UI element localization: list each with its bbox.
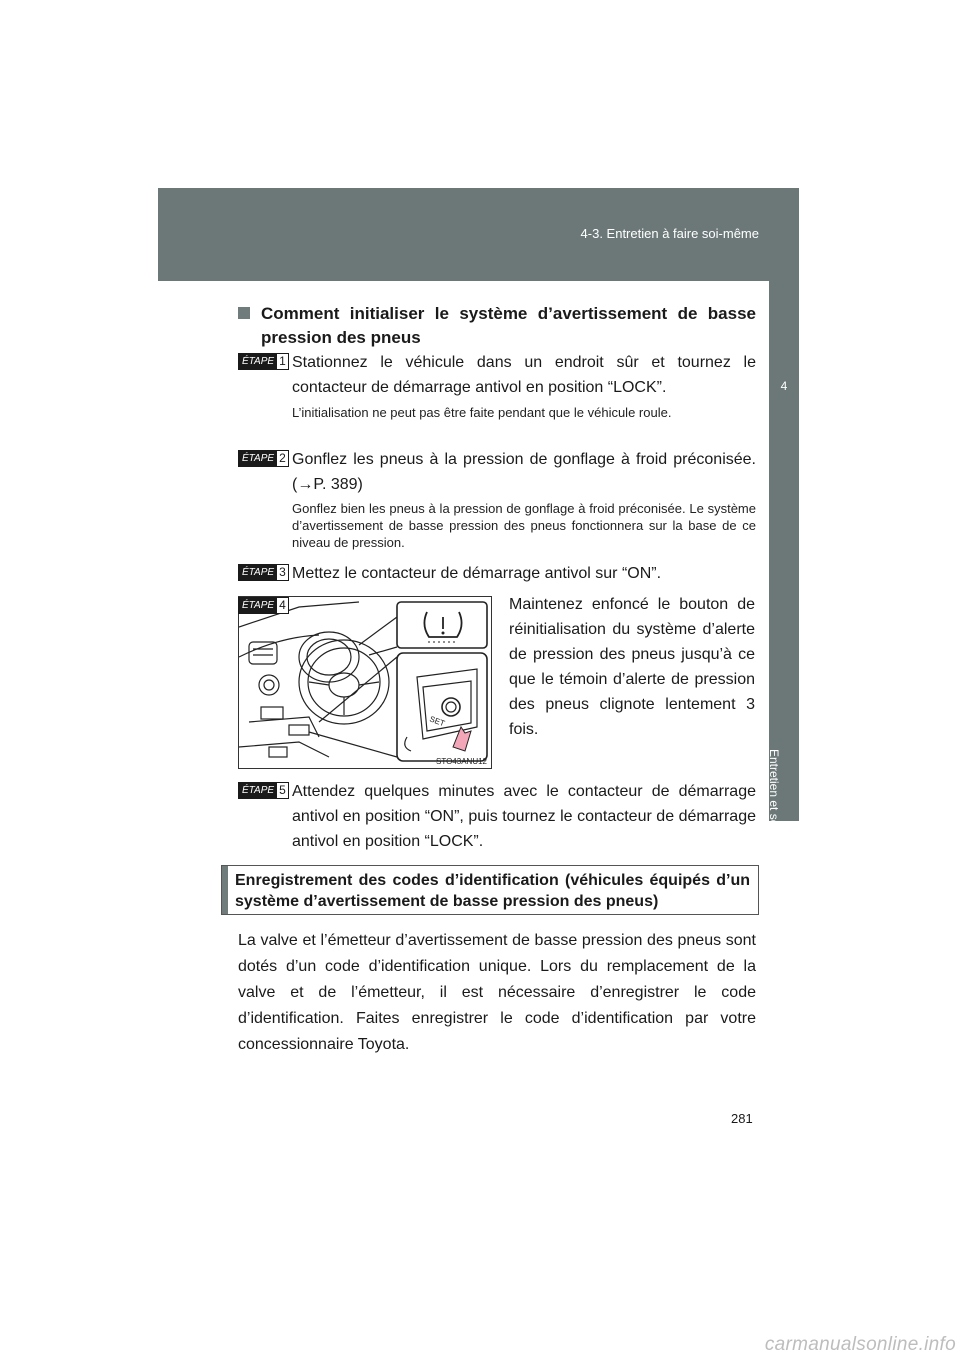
step-number: 1 — [279, 354, 286, 368]
step-3-text: Mettez le contacteur de démarrage antivol sur “ON”. — [292, 565, 662, 582]
step-badge-1 — [238, 353, 289, 370]
page-number: 281 — [731, 1111, 753, 1126]
chapter-tab — [767, 281, 799, 836]
step-2-text: Gonflez les pneus à la pression de gonflage à froid préconisée. (→P. 389) — [292, 451, 756, 493]
info-box — [221, 865, 759, 915]
body-paragraph: La valve et l’émetteur d’avertissement de basse pression des pneus sont dotés d’un code d’identification unique. Lors du remplacement de la valve et de l’émetteur, il est nécessaire d’enregistrer le code d’identification. Faites enregistrer le code d’identification par votre concessionnaire Toyota. — [238, 932, 756, 1053]
step-number: 3 — [279, 565, 286, 579]
watermark: carmanualsonline.info — [764, 1334, 956, 1355]
step-number: 4 — [279, 598, 286, 612]
chapter-number: 4 — [780, 379, 788, 393]
section-heading-text: Comment initialiser le système d’avertissement de basse pression des pneus — [261, 304, 756, 347]
step-number: 5 — [279, 783, 286, 797]
step-1-text: Stationnez le véhicule dans un endroit sûr et tournez le contacteur de démarrage antivol en position “LOCK”. — [292, 354, 756, 396]
step-badge-5 — [238, 782, 289, 799]
step-badge-2 — [238, 450, 289, 467]
info-box-title: Enregistrement des codes d’identification (véhicules équipés d’un système d’avertissement de basse pression des pneus) — [235, 872, 750, 910]
step-word: ÉTAPE — [239, 598, 277, 613]
step-4-text: Maintenez enfoncé le bouton de réinitialisation du système d’alerte de pression des pneus jusqu’à ce que le témoin d’alerte de pression des pneus clignote lentement 3 fois. — [509, 596, 755, 738]
section-heading — [238, 302, 756, 350]
set-button-label: SET — [428, 714, 447, 729]
illustration-code: STO43ANU12 — [436, 757, 487, 766]
step-badge-3 — [238, 564, 289, 581]
dashboard-illustration — [238, 596, 492, 769]
step-2-note: Gonflez bien les pneus à la pression de gonflage à froid préconisée. Le système d’avertissement de basse pression des pneus fonctionnera sur la base de ce niveau de pression. — [292, 501, 756, 550]
step-1-note: L’initialisation ne peut pas être faite pendant que le véhicule roule. — [292, 405, 672, 420]
chapter-label: Entretien et soin — [767, 749, 781, 836]
section-title: 4-3. Entretien à faire soi-même — [580, 226, 759, 241]
step-5-text: Attendez quelques minutes avec le contacteur de démarrage antivol en position “ON”, puis tournez le contacteur de démarrage antivol en position “LOCK”. — [292, 783, 756, 850]
step-word: ÉTAPE — [239, 354, 277, 369]
step-word: ÉTAPE — [239, 451, 277, 466]
bullet-square-icon — [238, 307, 250, 319]
step-number: 2 — [279, 451, 286, 465]
dashboard-drawing — [239, 597, 491, 768]
step-word: ÉTAPE — [239, 783, 277, 798]
header-band — [158, 188, 799, 281]
press-arrow-icon — [453, 727, 471, 751]
info-box-bar — [222, 866, 228, 914]
step-word: ÉTAPE — [239, 565, 277, 580]
step-badge-4 — [238, 597, 289, 614]
